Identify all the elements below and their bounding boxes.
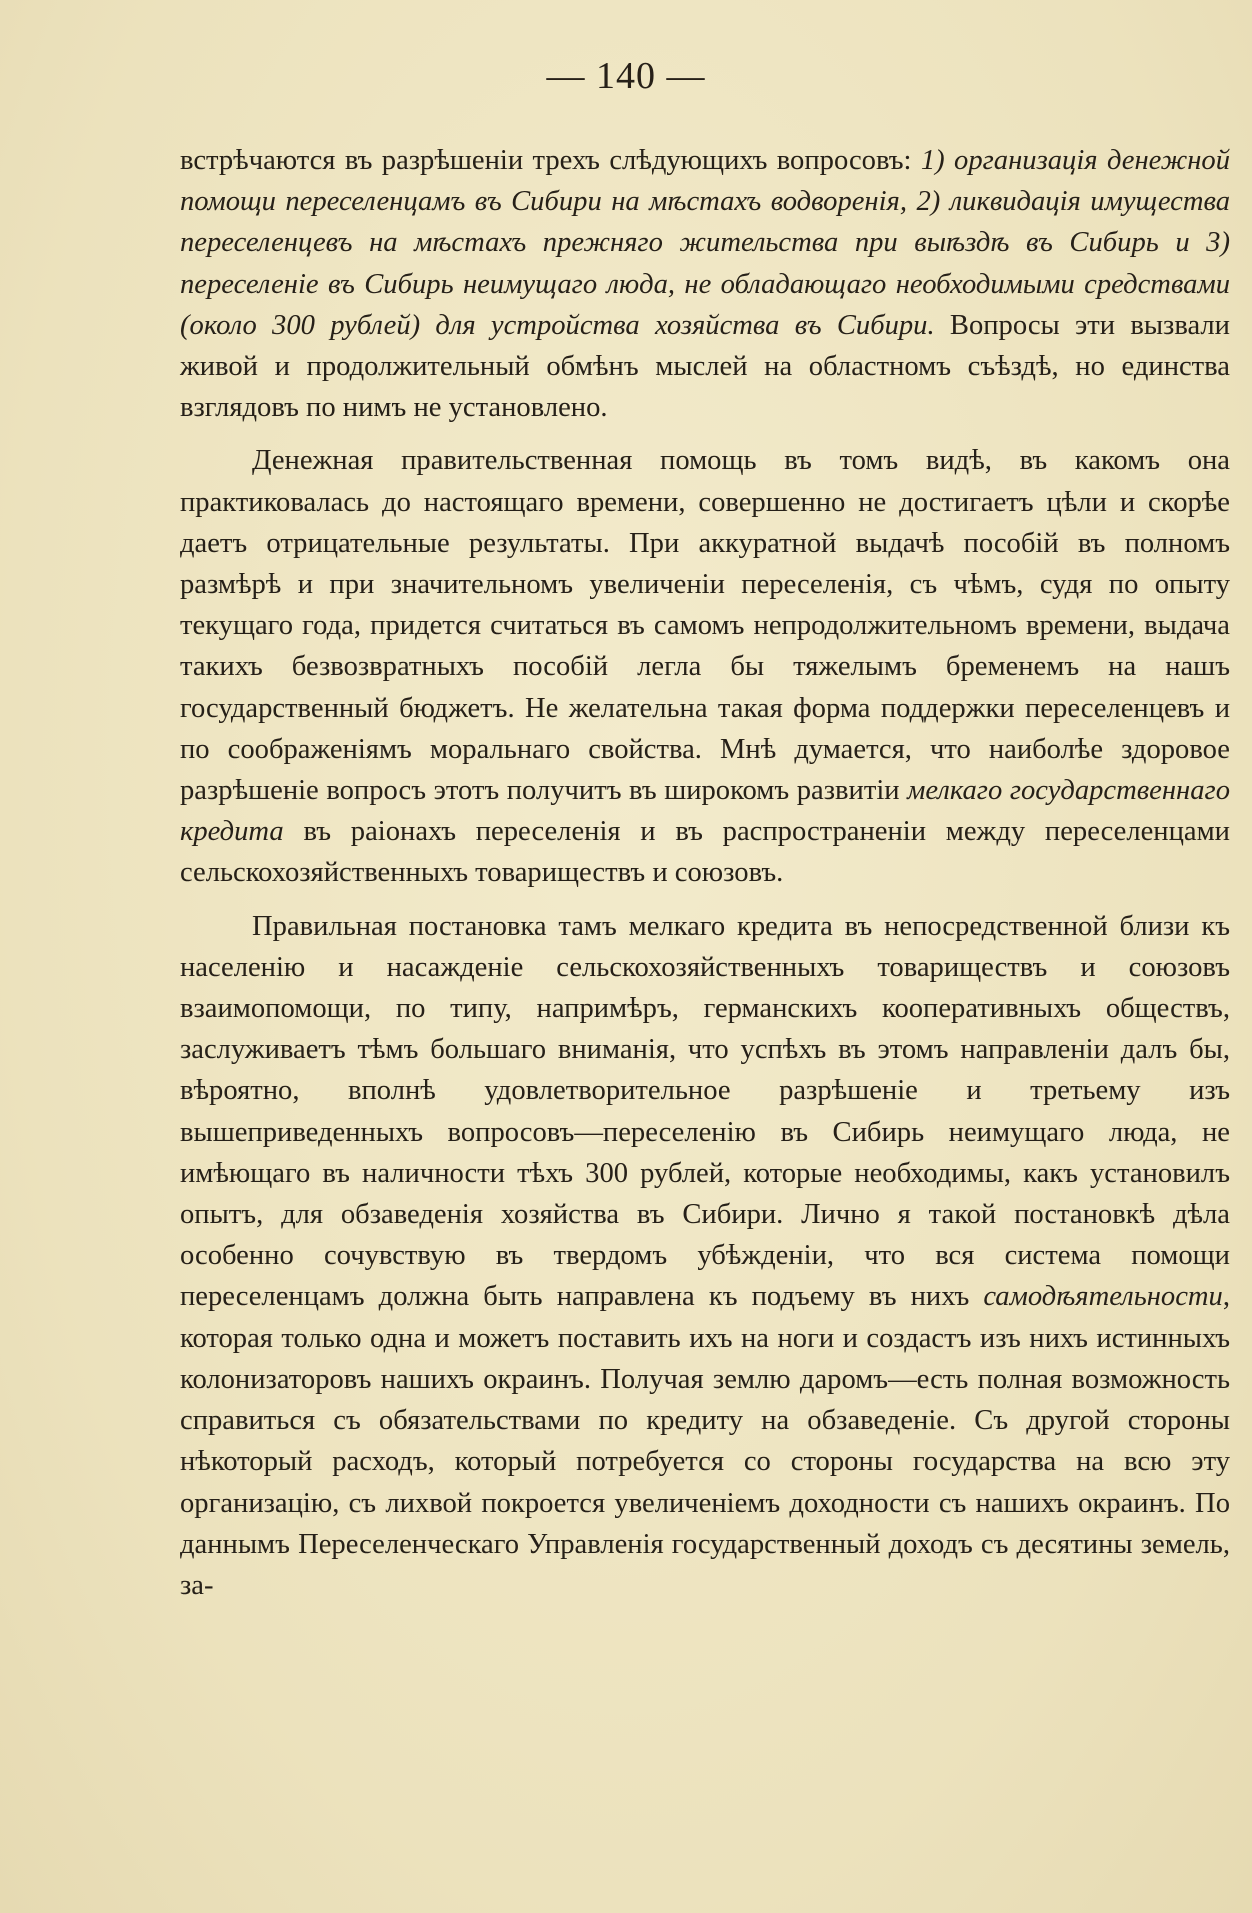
paragraph-1-italic-segment: 1) организація денежной помощи переселенцамъ въ Сибири на мѣстахъ водворенія, 2) ликвидація имущества переселенцевъ на мѣстахъ прежняго жительства при выѣздѣ въ Сибирь и 3) переселеніе въ Сибирь неимущаго люда, не обладающаго необходимыми средствами (около 300 рублей) для устройства хозяйства въ Сибири. (180, 145, 1230, 341)
paragraph-2-segment: въ раіонахъ переселенія и въ распространеніи между переселенцами сельскохозяйственныхъ товариществъ и союзовъ. (180, 816, 1230, 889)
paragraph-3-segment: Правильная постановка тамъ мелкаго кредита въ непосредственной близи къ населенію и насажденіе сельскохозяйственныхъ товариществъ и союзовъ взаимопомощи, по типу, напримѣръ, германскихъ кооперативныхъ обществъ, заслуживаетъ тѣмъ большаго вниманія, что успѣхъ въ этомъ направленіи далъ бы, вѣроятно, вполнѣ удовлетворительное разрѣшеніе и третьему изъ вышеприведенныхъ вопросовъ—переселенію въ Сибирь неимущаго люда, не имѣющаго въ наличности тѣхъ 300 рублей, которые необходимы, какъ установилъ опытъ, для обзаведенія хозяйства въ Сибири. Лично я такой постановкѣ дѣла особенно сочувствую въ твердомъ убѣжденіи, что вся система помощи переселенцамъ должна быть направлена къ подъему въ нихъ (180, 910, 1230, 1313)
body-text (180, 140, 1230, 1618)
paragraph-1 (180, 140, 1230, 428)
paragraph-3-segment: , которая только одна и можетъ поставить ихъ на ноги и создастъ изъ нихъ истинныхъ колонизаторовъ нашихъ окраинъ. Получая землю даромъ—есть полная возможность справиться съ обязательствами по кредиту на обзаведеніе. Съ другой стороны нѣкоторый расходъ, который потребуется со стороны государства на всю эту организацію, съ лихвой покроется увеличеніемъ доходности съ нашихъ окраинъ. По даннымъ Переселенческаго Управленія государственный доходъ съ десятины земель, за- (180, 1281, 1230, 1601)
paragraph-2 (180, 440, 1230, 893)
page-number: — 140 — (546, 55, 706, 97)
paragraph-1-segment: встрѣчаются въ разрѣшеніи трехъ слѣдующихъ вопросовъ: (180, 145, 921, 176)
paragraph-2-segment: Денежная правительственная помощь въ томъ видѣ, въ какомъ она практиковалась до настоящаго времени, совершенно не достигаетъ цѣли и скорѣе даетъ отрицательные результаты. При аккуратной выдачѣ пособій въ полномъ размѣрѣ и при значительномъ увеличеніи переселенія, съ чѣмъ, судя по опыту текущаго года, придется считаться въ самомъ непродолжительномъ времени, выдача такихъ безвозвратныхъ пособій легла бы тяжелымъ бременемъ на нашъ государственный бюджетъ. Не желательна такая форма поддержки переселенцевъ и по соображеніямъ моральнаго свойства. Мнѣ думается, что наиболѣе здоровое разрѣшеніе вопросъ этотъ получитъ въ широкомъ развитіи (180, 445, 1230, 807)
paragraph-2-italic-segment: мелкаго государственнаго кредита (180, 775, 1230, 848)
paragraph-3-italic-segment: самодѣятельности (983, 1281, 1223, 1313)
paragraph-3 (180, 906, 1230, 1606)
paragraph-1-segment: Вопросы эти вызвали живой и продолжительный обмѣнъ мыслей на областномъ съѣздѣ, но единства взглядовъ по нимъ не установлено. (180, 309, 1230, 424)
